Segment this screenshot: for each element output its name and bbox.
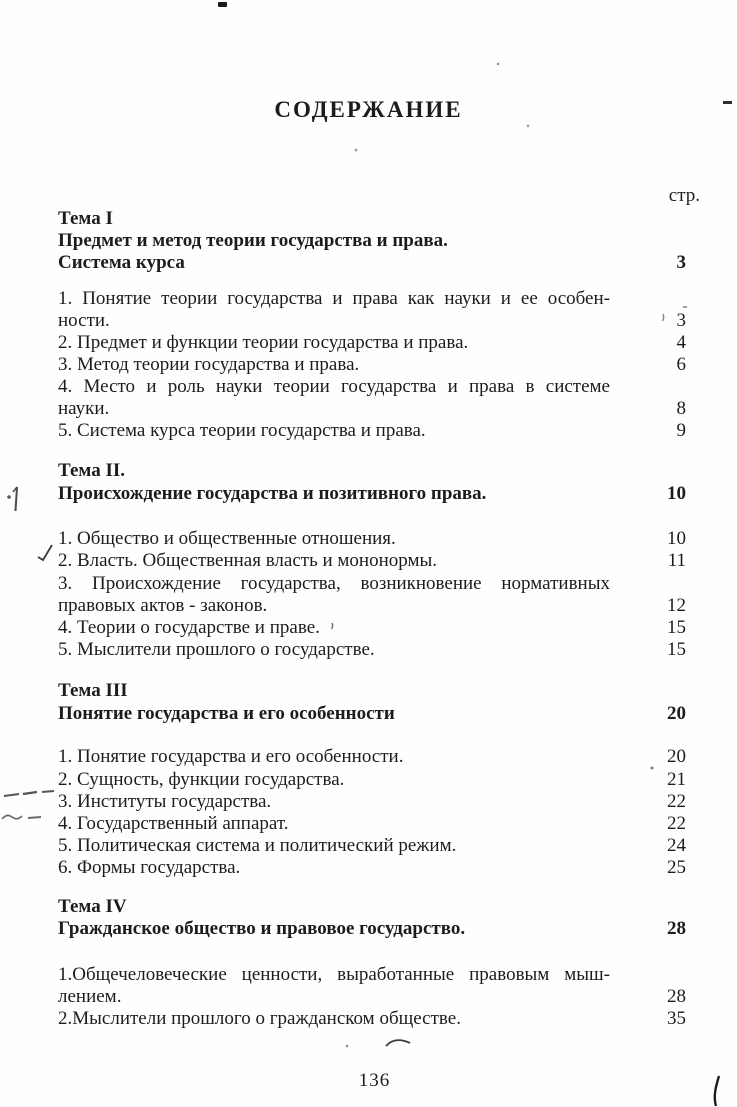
toc-entry: [58, 420, 686, 442]
pencil-tick-serif-mark: [13, 487, 17, 492]
section-2-page: 10: [667, 483, 686, 504]
toc-entry-line: 1. Понятие теории государства и права как науки и ее особен-: [58, 288, 610, 309]
section-2-title-text: Происхождение государства и позитивного права.: [58, 483, 487, 504]
toc-entry-text: ности.: [58, 310, 110, 331]
toc-entry-page: 21: [667, 769, 686, 790]
toc-entry-text: 2. Сущность, функции государства.: [58, 769, 345, 790]
toc-entry: [58, 835, 686, 857]
toc-entry-text: 1. Общество и общественные отношения.: [58, 528, 396, 549]
section-4-title-text: Гражданское общество и правовое государство.: [58, 918, 466, 939]
toc-entry: [58, 639, 686, 661]
toc-entry-page: 3: [676, 310, 686, 331]
toc-entry: [58, 857, 686, 879]
toc-entry-text: 2.Мыслители прошлого о гражданском обществе.: [58, 1008, 461, 1029]
pencil-dash-mark: [42, 791, 54, 792]
toc-entry-page: 28: [667, 986, 686, 1007]
toc-entry-text: 5. Политическая система и политический режим.: [58, 835, 457, 856]
toc-entry-page: 10: [667, 528, 686, 549]
toc-entry-text: правовых актов - законов.: [58, 595, 268, 616]
section-3-label: Тема III: [58, 680, 128, 701]
toc-entry: [58, 813, 686, 835]
toc-entry-page: 20: [667, 746, 686, 767]
section-1-title-line: Предмет и метод теории государства и права.: [58, 230, 448, 251]
toc-entry-page: 22: [667, 791, 686, 812]
toc-entry-text: 5. Система курса теории государства и права.: [58, 420, 426, 441]
toc-entry-page: 11: [667, 550, 686, 571]
toc-entry-page: 12: [667, 595, 686, 616]
speck-mark: [346, 1045, 349, 1048]
section-1-label: Тема I: [58, 208, 113, 229]
toc-entry-line: 1.Общечеловеческие ценности, выработанные правовым мыш-: [58, 964, 610, 985]
toc-entry-page: 25: [667, 857, 686, 878]
section-2-title-row: [58, 483, 686, 505]
toc-entry-page: 22: [667, 813, 686, 834]
toc-entry-page: 24: [667, 835, 686, 856]
section-4-page: 28: [667, 918, 686, 939]
speck-mark: [527, 125, 529, 127]
toc-entry-page: 15: [667, 639, 686, 660]
toc-entry-text: лением.: [58, 986, 122, 1007]
section-3-title-row: [58, 703, 686, 725]
tilde-squiggle-mark: [386, 1040, 410, 1046]
speck-mark: [497, 63, 499, 65]
toc-entry-page: 4: [676, 332, 686, 353]
toc-entry: [58, 528, 686, 550]
pencil-dash-mark: [4, 794, 19, 796]
toc-entry-text: 2. Власть. Общественная власть и мононормы.: [58, 550, 438, 571]
section-1-title-text: Система курса: [58, 252, 185, 273]
section-4-title-row: [58, 918, 686, 940]
toc-entry: [58, 769, 686, 791]
toc-entry-text: 5. Мыслители прошлого о государстве.: [58, 639, 375, 660]
toc-entry: [58, 595, 686, 617]
toc-entry-page: 15: [667, 617, 686, 638]
toc-entry: [58, 310, 686, 332]
section-1-title-row: [58, 252, 686, 274]
toc-entry-page: 35: [667, 1008, 686, 1029]
toc-entry-text: 3. Метод теории государства и права.: [58, 354, 360, 375]
toc-entry: [58, 986, 686, 1008]
speck-mark: [355, 149, 358, 152]
toc-entry-page: 9: [676, 420, 686, 441]
toc-entry-text: науки.: [58, 398, 110, 419]
section-2-label: Тема II.: [58, 460, 125, 481]
toc-entry-text: 6. Формы государства.: [58, 857, 241, 878]
toc-entry: [58, 1008, 686, 1030]
toc-entry-text: 2. Предмет и функции теории государства и права.: [58, 332, 469, 353]
toc-entry-text: 3. Институты государства.: [58, 791, 272, 812]
toc-entry: [58, 746, 686, 768]
toc-entry: [58, 617, 686, 639]
section-4-label: Тема IV: [58, 896, 127, 917]
toc-entry: [58, 354, 686, 376]
toc-content: [58, 185, 700, 1030]
pencil-dash-mark: [23, 792, 37, 794]
toc-entry-page: 6: [676, 354, 686, 375]
toc-entry-line: 3. Происхождение государства, возникновение нормативных: [58, 573, 610, 594]
footer-page-number: 136: [358, 1070, 391, 1091]
toc-entry: [58, 791, 686, 813]
toc-entry-line: 4. Место и роль науки теории государства и права в системе: [58, 376, 610, 397]
section-3-page: 20: [667, 703, 686, 724]
toc-entry: [58, 398, 686, 420]
ink-speck-mark: [218, 2, 227, 7]
pencil-vertical-tick-mark: [16, 487, 18, 511]
page-column-header: стр.: [668, 185, 700, 206]
toc-entry: [58, 332, 686, 354]
section-1-page: 3: [676, 252, 686, 273]
toc-entry-text: 4. Государственный аппарат.: [58, 813, 289, 834]
pencil-dash-mark: [28, 817, 41, 818]
toc-entry-text: 4. Теории о государстве и праве.: [58, 617, 320, 638]
section-3-title-text: Понятие государства и его особенности: [58, 703, 395, 724]
toc-entry-text: 1. Понятие государства и его особенности.: [58, 746, 404, 767]
document-title: СОДЕРЖАНИЕ: [274, 97, 463, 122]
pencil-dot-mark: [7, 495, 11, 499]
pencil-squiggle-mark: [2, 815, 22, 819]
pencil-check-mark: [38, 545, 52, 560]
toc-entry-page: 8: [676, 398, 686, 419]
toc-entry: [58, 550, 686, 572]
